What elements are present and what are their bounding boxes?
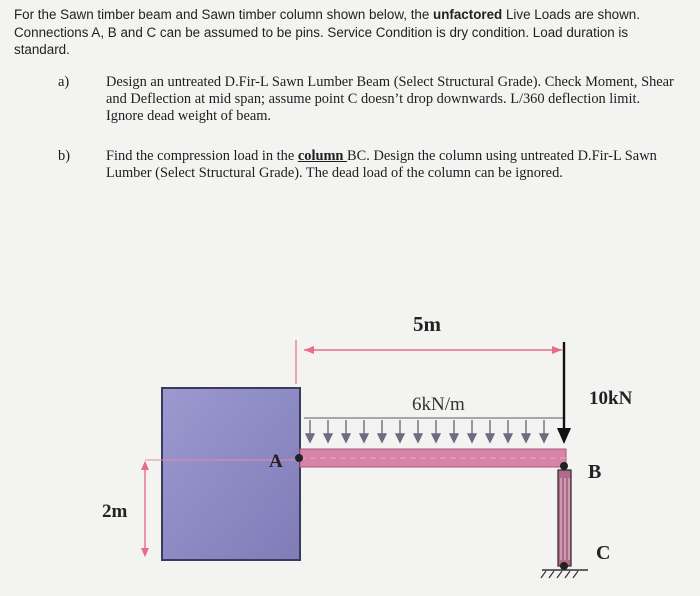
question-b-post: BC. Design the column using untreated D.Fir-L Sawn Lumber (Select Structural Grade). The dead load of the column can be ignored.: [106, 148, 657, 181]
question-b-label: b): [58, 148, 70, 164]
pin-support-c: [541, 562, 588, 578]
pin-a: [295, 454, 303, 462]
intro-part2: Live Loads are shown. Connections A, B and C can be assumed to be pins. Service Condition is dry condition. Load duration is standard.: [14, 7, 640, 57]
point-b-label: B: [588, 461, 602, 483]
span-label: 5m: [413, 312, 441, 336]
pin-b: [560, 462, 568, 470]
point-load-label: 10kN: [589, 388, 633, 409]
question-b-column-word: column: [297, 148, 348, 164]
question-a-label: a): [58, 74, 70, 90]
intro-part1: For the Sawn timber beam and Sawn timber column shown below, the: [14, 7, 434, 22]
span-dimension: [296, 340, 562, 384]
wall-support: [162, 388, 300, 560]
point-load-arrow: [557, 342, 571, 444]
height-label: 2m: [102, 501, 128, 522]
point-a-label: A: [269, 451, 283, 472]
question-a-text: Design an untreated D.Fir-L Sawn Lumber Beam (Select Structural Grade). Check Moment, Shear and Deflection at mid span; assume point C doesn’t drop downwards. L/360 deflection limit. Ignore dead weight of beam.: [106, 74, 674, 124]
point-c-label: C: [596, 542, 611, 564]
udl-label: 6kN/m: [412, 394, 465, 415]
intro-bold: unfactored: [433, 7, 503, 22]
question-b-pre: Find the compression load in the: [106, 148, 298, 164]
distributed-load: [304, 418, 564, 442]
